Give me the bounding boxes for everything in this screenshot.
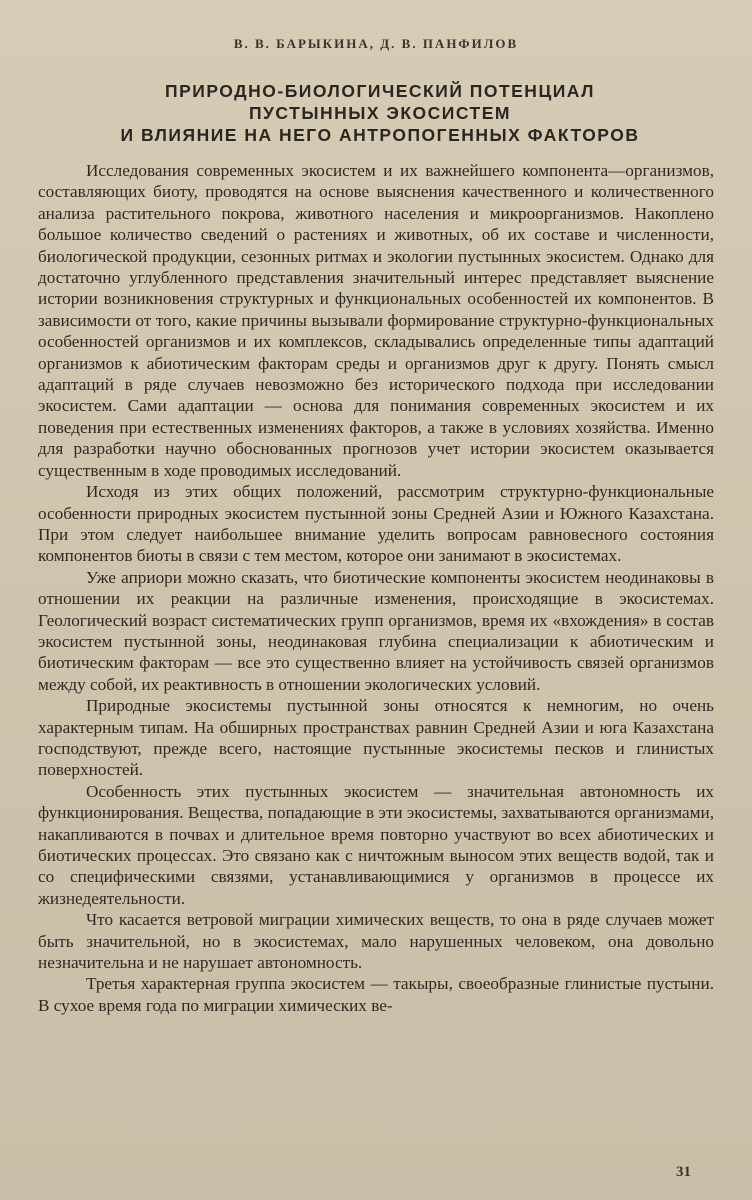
paragraph: Уже априори можно сказать, что биотические компоненты экосистем неодинаковы в отношении их реакции на различные изменения, происходящие в экосистемах. Геологический возраст систематических групп организмов, время их «вхождения» в состав экосистем пустынной зоны, неодинаковая глубина специализации к абиотическим и биотическим факторам — все это существенно влияет на устойчивость связей организмов между собой, их реактивность в отношении экологических условий. (38, 567, 714, 694)
paragraph: Третья характерная группа экосистем — такыры, своеобразные глинистые пустыни. В сухое время года по миграции химических ве- (38, 974, 714, 1015)
title-line-1: ПРИРОДНО-БИОЛОГИЧЕСКИЙ ПОТЕНЦИАЛ (165, 81, 595, 101)
title-line-3: И ВЛИЯНИЕ НА НЕГО АНТРОПОГЕННЫХ ФАКТОРОВ (120, 125, 640, 145)
paragraph: Природные экосистемы пустынной зоны относятся к немногим, но очень характерным типам. На обширных пространствах равнин Средней Азии и юга Казахстана господствуют, прежде всего, настоящие пустынные экосистемы песков и глинистых поверхностей. (38, 696, 714, 780)
authors-line: В. В. БАРЫКИНА, Д. В. ПАНФИЛОВ (233, 36, 519, 51)
paragraph: Исследования современных экосистем и их важнейшего компонента—организмов, составляющих биоту, проводятся на основе выяснения качественного и количественного анализа растительного покрова, животного населения и микроорганизмов. Накоплено большое количество сведений о растениях и животных, об их составе и численности, биологической продукции, сезонных ритмах и экологии пустынных экосистем. Однако для достаточно углубленного представления значительный интерес представляет выяснение истории возникновения структурных и функциональных особенностей их компонентов. В зависимости от того, какие причины вызывали формирование структурно-функциональных особенностей организмов и их комплексов, складывались определенные типы адаптаций организмов к абиотическим факторам среды и организмов друг к другу. Понять смысл адаптаций в ряде случаев невозможно без исторического подхода при исследовании экосистем. Сами адаптации — основа для понимания современных экосистем и их поведения при естественных изменениях факторов, а также в условиях хозяйства. Именно для разработки научно обоснованных прогнозов учет истории экосистем оказывается существенным в ходе проводимых исследований. (38, 161, 714, 480)
title-line-2: ПУСТЫННЫХ ЭКОСИСТЕМ (248, 103, 512, 123)
article-title (60, 80, 700, 146)
paragraph: Исходя из этих общих положений, рассмотрим структурно-функциональные особенности природных экосистем пустынной зоны Средней Азии и Южного Казахстана. При этом следует наибольшее внимание уделить вопросам равновесного состояния компонентов биоты в связи с тем местом, которое они занимают в экосистемах. (38, 482, 714, 566)
page-number: 31 (676, 1164, 691, 1180)
paragraph: Что касается ветровой миграции химических веществ, то она в ряде случаев может быть значительной, но в экосистемах, мало нарушенных человеком, она довольно незначительна и не нарушает автономность. (38, 910, 714, 973)
article-body (38, 160, 714, 1016)
paragraph: Особенность этих пустынных экосистем — значительная автономность их функционирования. Вещества, попадающие в эти экосистемы, захватываются организмами, накапливаются в почвах и длительное время повторно участвуют во всех абиотических и биотических процессах. Это связано как с ничтожным выносом этих веществ водой, так и со специфическими связями, устанавливающимися у организмов в процессе их жизнедеятельности. (38, 781, 714, 908)
